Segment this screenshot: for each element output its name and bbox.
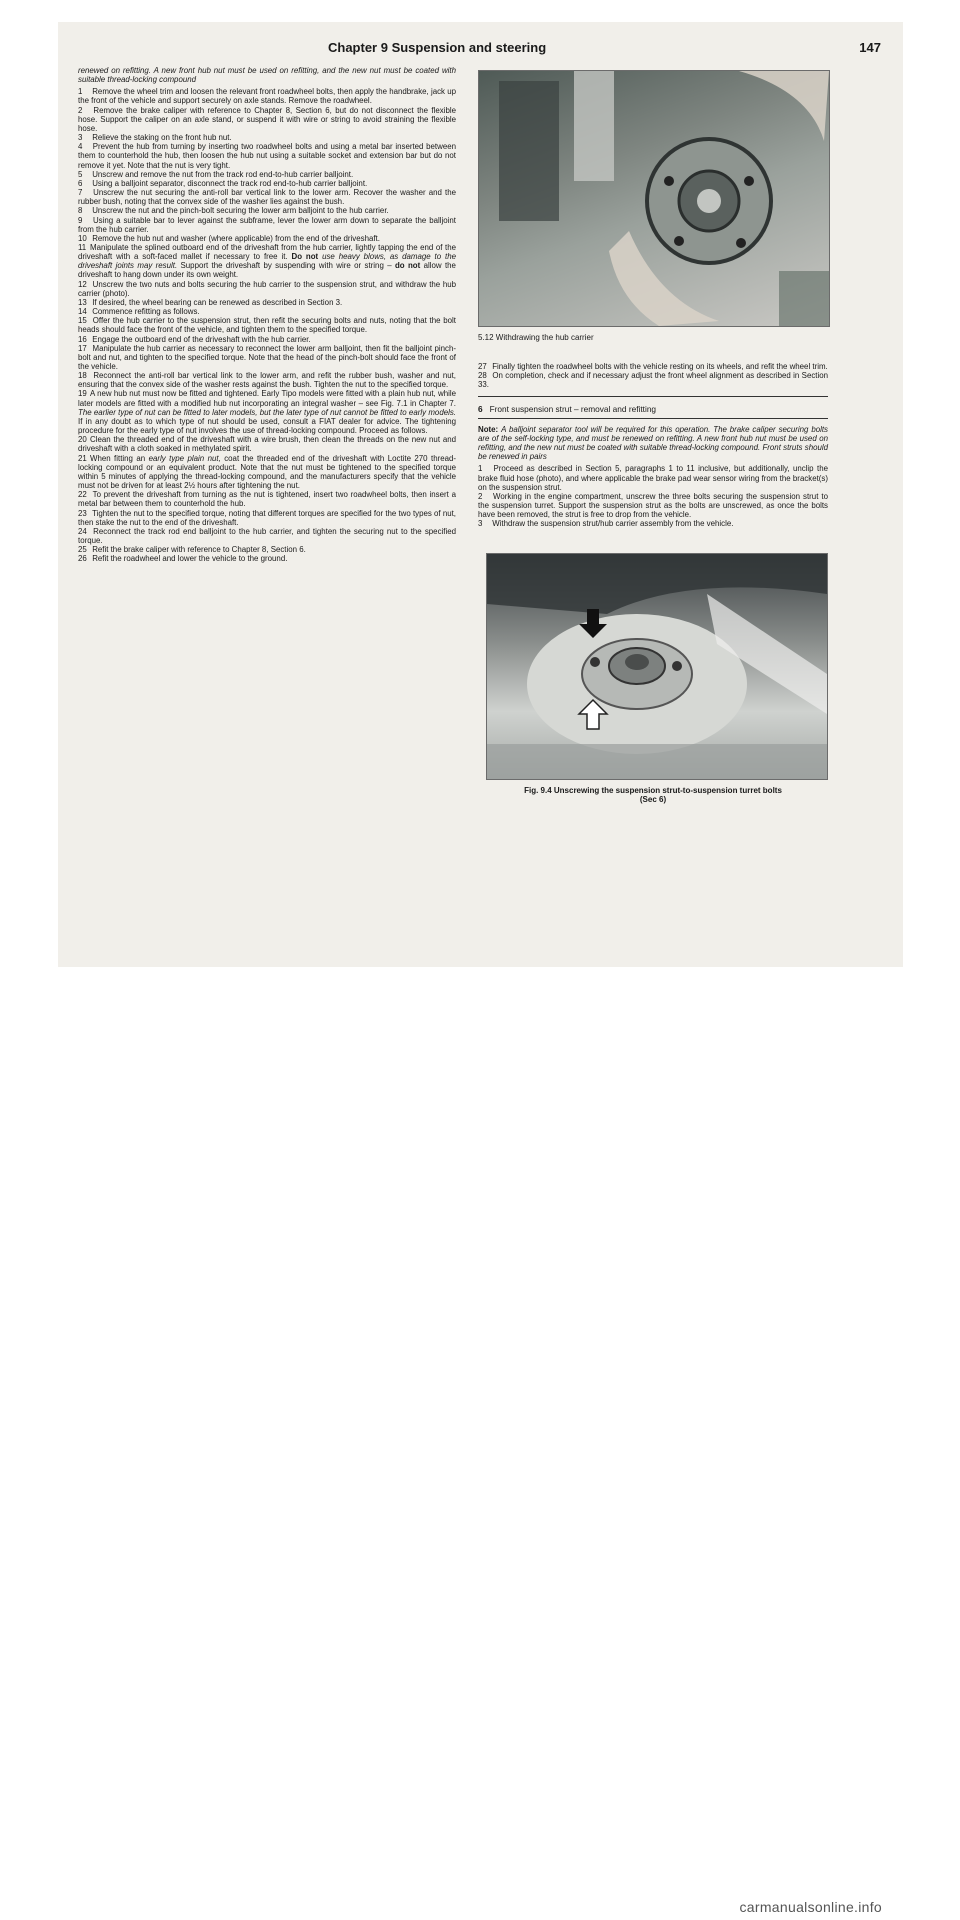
- step-26: 26 Refit the roadwheel and lower the vehicle to the ground.: [78, 554, 288, 564]
- section-note: Note: A balljoint separator tool will be required for this operation. The brake caliper securing bolts are of the self-locking type, and must be renewed on refitting. A new front hub nut must be used on refitting, and the new nut must be coated with suitable thread-locking compound. Front struts should be renewed in pairs: [478, 424, 828, 462]
- step-2: 2 Remove the brake caliper with reference to Chapter 8, Section 6, but do not disconnect the flexible hose. Support the caliper on an axle stand, or suspend it with wire or string to avoid straining the flexible hose.: [78, 105, 456, 133]
- step-10: 10 Remove the hub nut and washer (where applicable) from the end of the driveshaft.: [78, 233, 380, 243]
- step-6: 6 Using a balljoint separator, disconnect the track rod end-to-hub carrier balljoint.: [78, 178, 368, 188]
- step-19: 19 A new hub nut must now be fitted and tightened. Early Tipo models were fitted with a plain hub nut, while later models are fitted with a modified hub nut incorporating an integral washer – see Fig. 7.1 in Chapter 7. The earlier type of nut can be fitted to later models, but the later type of nut cannot be fitted to early models. If in any doubt as to which type of nut should be used, consult a FIAT dealer for advice. The tightening procedure for the early type of nut involves the use of thread-locking compound. Proceed as follows.: [78, 389, 456, 436]
- left-steps-b: [78, 280, 456, 390]
- step-1: 1 Proceed as described in Section 5, paragraphs 1 to 11 inclusive, but additionally, unclip the brake fluid hose (photo), and where applicable the brake pad wear sensor wiring from the bracket(s) on the suspension strut.: [478, 464, 828, 492]
- step-17: 17 Manipulate the hub carrier as necessary to reconnect the lower arm balljoint, then fit the balljoint pinch-bolt and nut, and tighten to the specified torque. Note that the head of the pinch-bolt should face the front of the vehicle.: [78, 343, 456, 371]
- photo-caption-5-12: 5.12 Withdrawing the hub carrier: [478, 333, 594, 342]
- fig-9-4-caption: Fig. 9.4 Unscrewing the suspension strut-to-suspension turret bolts (Sec 6): [524, 785, 782, 804]
- section-divider: [478, 396, 828, 397]
- strut-turret-illustration: [487, 554, 827, 779]
- left-steps-a: [78, 87, 456, 243]
- step-8: 8 Unscrew the nut and the pinch-bolt securing the lower arm balljoint to the hub carrier.: [78, 206, 389, 216]
- step-4: 4 Prevent the hub from turning by inserting two roadwheel bolts and using a metal bar inserted between them to counterhold the hub, then loosen the hub nut using a suitable socket and extension bar but do not remove it yet. Note that the nut is very tight.: [78, 142, 456, 170]
- step-3: 3 Relieve the staking on the front hub nut.: [78, 133, 232, 143]
- right-column: [478, 70, 828, 812]
- step-2: 2 Working in the engine compartment, unscrew the three bolts securing the suspension strut to the suspension turret. Support the suspension strut as the bolts are unscrewed, as once the bolts have been removed, the strut is free to drop from the vehicle.: [478, 491, 828, 520]
- step-24: 24 Reconnect the track rod end balljoint to the hub carrier, and tighten the securing nut to the specified torque.: [78, 526, 456, 545]
- step-14: 14 Commence refitting as follows.: [78, 307, 200, 317]
- step-9: 9 Using a suitable bar to lever against the subframe, lever the lower arm down to separate the balljoint from the hub carrier.: [78, 215, 456, 234]
- strut-turret-photo: [486, 553, 828, 780]
- hub-carrier-photo: [478, 70, 830, 327]
- step-27: 27 Finally tighten the roadwheel bolts with the vehicle resting on its wheels, and refit the wheel trim.: [478, 362, 828, 372]
- chapter-title: Chapter 9 Suspension and steering: [328, 40, 547, 55]
- step-22: 22 To prevent the driveshaft from turning as the nut is tightened, insert two roadwheel bolts, then insert a metal bar between them to counterhold the hub.: [78, 490, 456, 509]
- right-steps: [478, 362, 828, 389]
- step-11: 11 Manipulate the splined outboard end of the driveshaft from the hub carrier, lightly tapping the end of the driveshaft with a soft-faced mallet if necessary to free it. Do not use heavy blows, as damage to the driveshaft joints may result. Support the driveshaft by suspending with wire or string – do not allow the driveshaft to hang down under its own weight.: [78, 242, 456, 280]
- step-7: 7 Unscrew the nut securing the anti-roll bar vertical link to the lower arm. Recover the washer and the rubber bush, noting that the convex side of the washer lies against the bush.: [78, 188, 456, 207]
- intro-text: renewed on refitting. A new front hub nut must be used on refitting, and the new nut must be coated with suitable thread-locking compound: [78, 66, 456, 85]
- step-18: 18 Reconnect the anti-roll bar vertical link to the lower arm, and refit the rubber bush, washer and nut, ensuring that the convex side of the washer rests against the bush. Tighten the nut to the specified torque.: [78, 371, 456, 390]
- left-column: [78, 66, 456, 563]
- step-15: 15 Offer the hub carrier to the suspension strut, then refit the securing bolts and nuts, noting that the bolt heads should face the front of the vehicle, and tighten them to the specified torque.: [78, 316, 456, 335]
- step-12: 12 Unscrew the two nuts and bolts securing the hub carrier to the suspension strut, and withdraw the hub carrier (photo).: [78, 279, 457, 298]
- step-23: 23 Tighten the nut to the specified torque, noting that different torques are specified for the two types of nut, then stake the nut to the end of the driveshaft.: [78, 508, 456, 527]
- step-20: 20 Clean the threaded end of the driveshaft with a wire brush, then clean the threads on the new nut and driveshaft with a cloth soaked in methylated spirit.: [78, 435, 456, 454]
- step-1: 1 Remove the wheel trim and loosen the relevant front roadwheel bolts, then apply the handbrake, jack up the front of the vehicle and support securely on axle stands. Remove the roadwheel.: [78, 87, 456, 106]
- step-5: 5 Unscrew and remove the nut from the track rod end-to-hub carrier balljoint.: [78, 169, 354, 179]
- step-3: 3 Withdraw the suspension strut/hub carrier assembly from the vehicle.: [478, 519, 734, 529]
- section-divider-2: [478, 418, 828, 419]
- footer-site-watermark: carmanualsonline.info: [739, 1899, 882, 1915]
- step-13: 13 If desired, the wheel bearing can be renewed as described in Section 3.: [78, 297, 343, 307]
- left-steps-c: [78, 490, 456, 563]
- step-28: 28 On completion, check and if necessary adjust the front wheel alignment as described in Section 33.: [478, 371, 828, 390]
- section-heading: 6 Front suspension strut – removal and refitting: [478, 403, 657, 414]
- hub-carrier-illustration: [479, 71, 829, 326]
- step-21: 21 When fitting an early type plain nut, coat the threaded end of the driveshaft with Loctite 270 thread-locking compound or an equivalent product. Note that the nut must be tightened to the specified torque within 5 minutes of applying the thread-locking compound, and the manufacturers specify that the vehicle must not be driven for at least 2½ hours after tightening the nut.: [78, 453, 457, 491]
- step-25: 25 Refit the brake caliper with reference to Chapter 8, Section 6.: [78, 545, 306, 555]
- step-16: 16 Engage the outboard end of the driveshaft with the hub carrier.: [78, 334, 311, 344]
- page-header: [58, 40, 903, 62]
- page-sheet: [58, 22, 903, 967]
- page-number: 147: [859, 40, 881, 55]
- section-steps: [478, 464, 828, 528]
